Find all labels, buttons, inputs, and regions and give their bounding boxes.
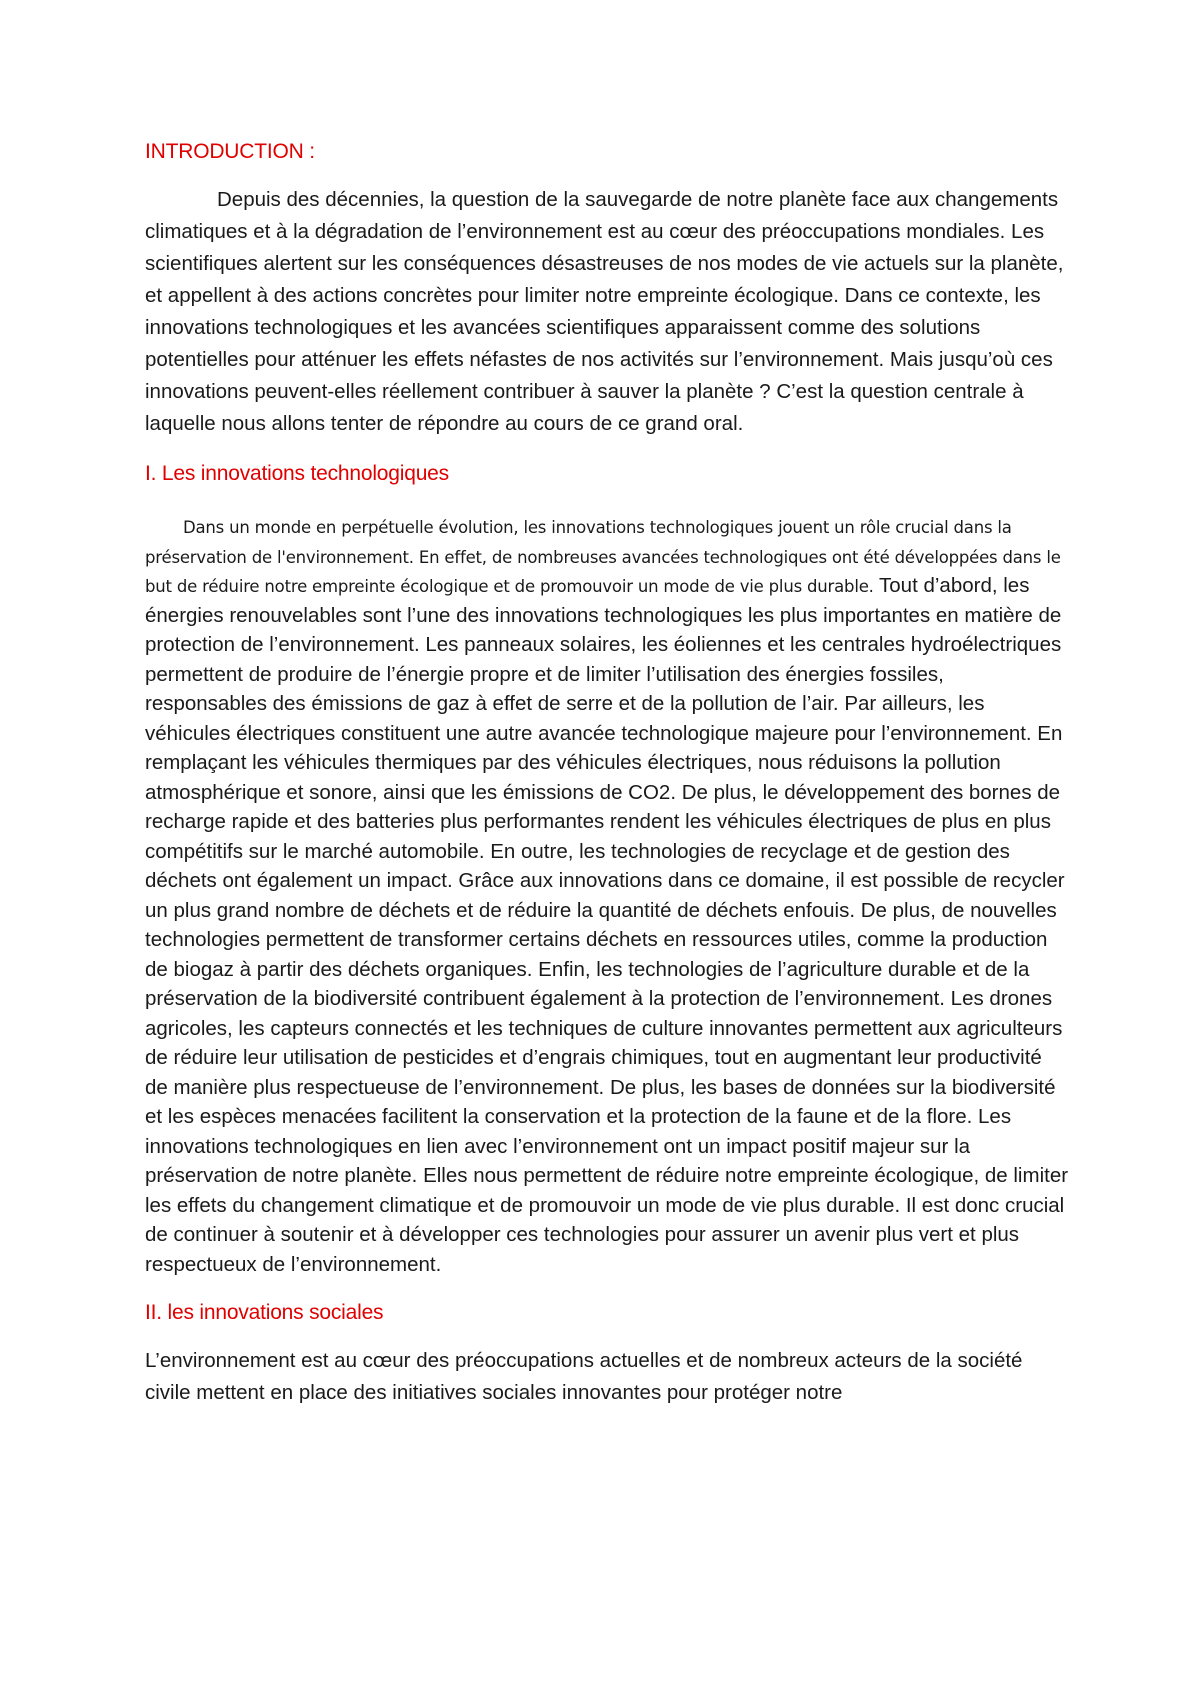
section-1-body-text: Tout d’abord, les énergies renouvelables sont l’une des innovations technologiques les plus importantes en matière de protection de l’environnement. Les panneaux solaires, les éoliennes et les centrales hydroélectriques permettent de produire de l’énergie propre et de limiter l’utilisation des énergies fossiles, responsables des émissions de gaz à effet de serre et de la pollution de l’air. Par ailleurs, les véhicules électriques constituent une autre avancée technologique majeure pour l’environnement. En remplaçant les véhicules thermiques par des véhicules électriques, nous réduisons la pollution atmosphérique et sonore, ainsi que les émissions de CO2. De plus, le développement des bornes de recharge rapide et des batteries plus performantes rendent les véhicules électriques de plus en plus compétitifs sur le marché automobile. En outre, les technologies de recyclage et de gestion des déchets ont également un impact. Grâce aux innovations dans ce domaine, il est possible de recycler un plus grand nombre de déchets et de réduire la quantité de déchets enfouis. De plus, de nouvelles technologies permettent de transformer certains déchets en ressources utiles, comme la production de biogaz à partir des déchets organiques. Enfin, les technologies de l’agriculture durable et de la préservation de la biodiversité contribuent également à la protection de l’environnement. Les drones agricoles, les capteurs connectés et les techniques de culture innovantes permettent aux agriculteurs de réduire leur utilisation de pesticides et d’engrais chimiques, tout en augmentant leur productivité de manière plus respectueuse de l’environnement. De plus, les bases de données sur la biodiversité et les espèces menacées facilitent la conservation et la protection de la faune et de la flore. Les innovations technologiques en lien avec l’environnement ont un impact positif majeur sur la préservation de notre planète. Elles nous permettent de réduire notre empreinte écologique, de limiter les effets du changement climatique et de promouvoir un mode de vie plus durable. Il est donc crucial de continuer à soutenir et à développer ces technologies pour assurer un avenir plus vert et plus respectueux de l’environnement. — [145, 574, 1069, 1276]
section-2-paragraph: L’environnement est au cœur des préoccupations actuelles et de nombreux acteurs de la société civile mettent en place des initiatives sociales innovantes pour protéger notre — [145, 1349, 1023, 1404]
section-1-paragraph — [145, 512, 1070, 1279]
introduction-heading: INTRODUCTION : — [145, 140, 315, 163]
introduction-paragraph: Depuis des décennies, la question de la sauvegarde de notre planète face aux changements climatiques et à la dégradation de l’environnement est au cœur des préoccupations mondiales. Les scientifiques alertent sur les conséquences désastreuses de nos modes de vie actuels sur la planète, et appellent à des actions concrètes pour limiter notre empreinte écologique. Dans ce contexte, les innovations technologiques et les avancées scientifiques apparaissent comme des solutions potentielles pour atténuer les effets néfastes de nos activités sur l’environnement. Mais jusqu’où ces innovations peuvent-elles réellement contribuer à sauver la planète ? C’est la question centrale à laquelle nous allons tenter de répondre au cours de ce grand oral. — [145, 188, 1064, 435]
section-1-lead-text: Dans un monde en perpétuelle évolution, les innovations technologiques jouent un rôle crucial dans la préservation de l'environnement. En effet, de nombreuses avancées technologiques ont été développées dans le but de réduire notre empreinte écologique et de promouvoir un mode de vie plus durable. — [145, 518, 1061, 596]
section-2-heading: II. les innovations sociales — [145, 1301, 384, 1324]
document-content — [145, 140, 1070, 1409]
section-1-heading: I. Les innovations technologiques — [145, 462, 449, 485]
